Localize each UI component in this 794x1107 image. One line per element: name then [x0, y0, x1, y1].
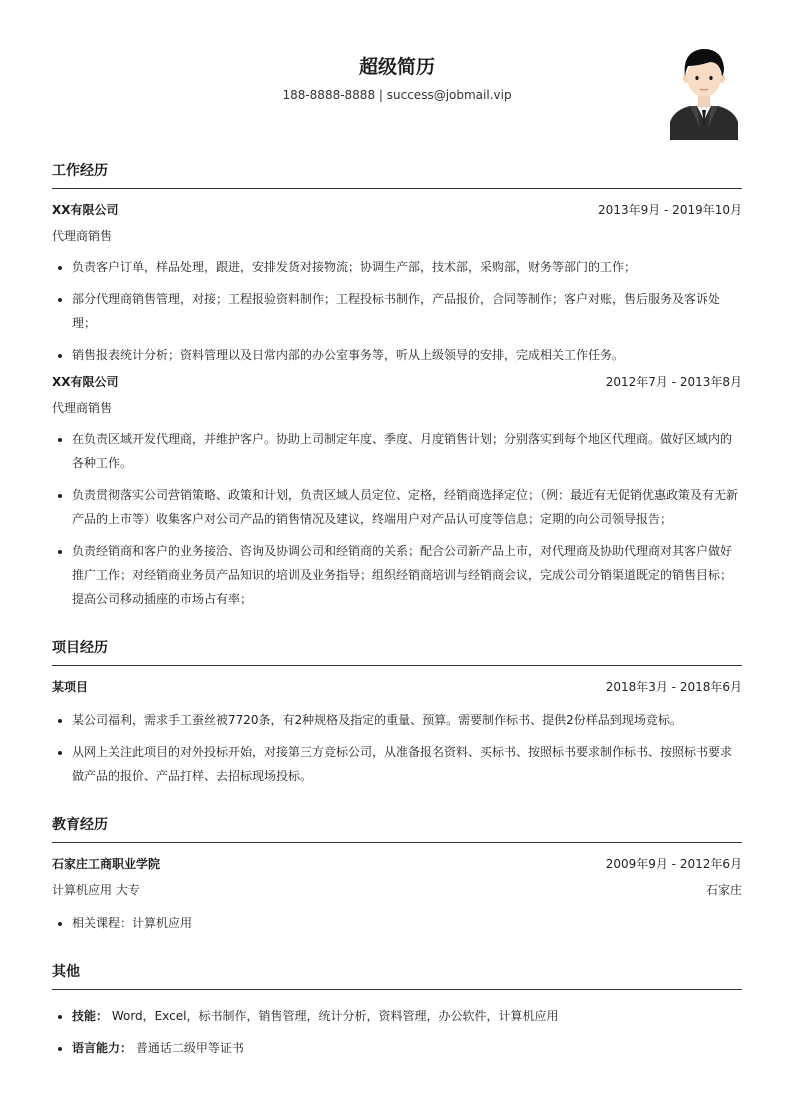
list-item: • 销售报表统计分析；资料管理以及日常内部的办公室事务等，听从上级领导的安排，完成相关工作任务。 — [72, 343, 742, 367]
other-list — [52, 1004, 742, 1060]
list-item: • 相关课程：计算机应用 — [72, 911, 742, 935]
project-section — [52, 637, 742, 788]
work-section — [52, 160, 742, 611]
section-title: 项目经历 — [52, 637, 742, 666]
avatar-icon — [670, 44, 738, 140]
job-role: 代理商销售 — [52, 229, 113, 243]
company-name: XX有限公司 — [52, 375, 119, 389]
list-item — [72, 1036, 742, 1060]
section-title: 其他 — [52, 961, 742, 990]
work-entry — [52, 375, 742, 611]
list-item: • 部分代理商销售管理，对接；工程报验资料制作；工程投标书制作，产品报价，合同等制作；客户对账，售后服务及客诉处理； — [72, 287, 742, 335]
list-item: • 从网上关注此项目的对外投标开始，对接第三方竞标公司，从准备报名资料、买标书、按照标书要求制作标书、按照标书要求做产品的报价、产品打样、去招标现场投标。 — [72, 740, 742, 788]
list-item: • 负责贯彻落实公司营销策略、政策和计划，负责区域人员定位、定格，经销商选择定位；（例：最近有无促销优惠政策及有无新产品的上市等）收集客户对公司产品的销售情况及建议，终端用户对产品认可度等信息；定期的向公司领导报告； — [72, 483, 742, 531]
school-location: 石家庄 — [705, 883, 742, 897]
project-name: 某项目 — [52, 680, 89, 694]
list-item: • 某公司福利，需求手工蚕丝被7720条，有2种规格及指定的重量、预算。需要制作标书、提供2份样品到现场竞标。 — [72, 708, 742, 732]
date-range: 2009年9月 - 2012年6月 — [605, 857, 742, 871]
school-name: 石家庄工商职业学院 — [52, 857, 161, 871]
list-item — [72, 1004, 742, 1028]
resume-page — [52, 0, 742, 1060]
language-label: 语言能力： — [72, 1041, 133, 1055]
duty-list — [52, 255, 742, 367]
course-list — [52, 911, 742, 935]
skills-value: Word，Excel，标书制作，销售管理，统计分析，资料管理，办公软件，计算机应用 — [108, 1009, 559, 1023]
candidate-name: 超级简历 — [358, 56, 435, 78]
contact-info: 188-8888-8888 | success@jobmail.vip — [282, 88, 512, 102]
resume-header — [52, 0, 742, 150]
major-degree: 计算机应用 大专 — [52, 883, 140, 897]
education-section — [52, 814, 742, 935]
language-value: 普通话二级甲等证书 — [132, 1041, 244, 1055]
skills-label: 技能： — [72, 1009, 109, 1023]
list-item: • 负责客户订单，样品处理，跟进，安排发货对接物流；协调生产部，技术部，采购部，财务等部门的工作； — [72, 255, 742, 279]
date-range: 2013年9月 - 2019年10月 — [598, 203, 742, 217]
project-list — [52, 708, 742, 788]
date-range: 2012年7月 - 2013年8月 — [605, 375, 742, 389]
job-role: 代理商销售 — [52, 401, 113, 415]
date-range: 2018年3月 - 2018年6月 — [605, 680, 742, 694]
company-name: XX有限公司 — [52, 203, 119, 217]
section-title: 工作经历 — [52, 160, 742, 189]
list-item: • 在负责区域开发代理商，并维护客户。协助上司制定年度、季度、月度销售计划；分别落实到每个地区代理商。做好区域内的各种工作。 — [72, 427, 742, 475]
section-title: 教育经历 — [52, 814, 742, 843]
work-entry — [52, 203, 742, 367]
duty-list — [52, 427, 742, 611]
list-item: • 负责经销商和客户的业务接洽、咨询及协调公司和经销商的关系；配合公司新产品上市，对代理商及协助代理商对其客户做好推广工作；对经销商业务员产品知识的培训及业务指导；组织经销商培训与经销商会议，完成公司分销渠道既定的销售目标；提高公司移动插座的市场占有率； — [72, 539, 742, 611]
other-section — [52, 961, 742, 1060]
